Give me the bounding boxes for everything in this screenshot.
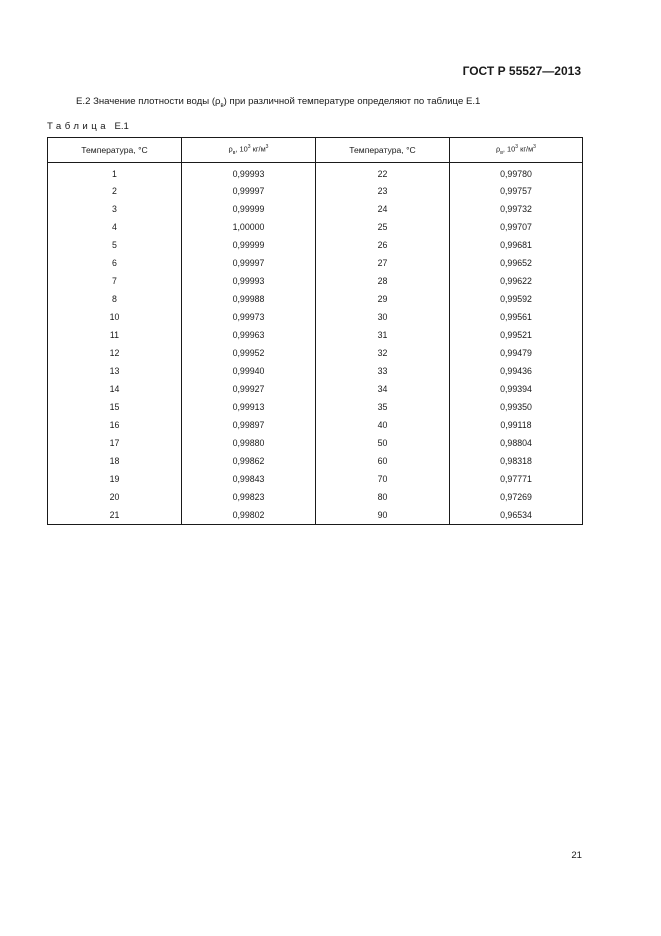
temperature-cell: 26 xyxy=(316,236,450,254)
temperature-cell: 7 xyxy=(48,272,182,290)
density-cell: 0,99350 xyxy=(450,398,583,416)
header-temperature-1: Температура, °С xyxy=(48,138,182,163)
density-cell: 0,99993 xyxy=(182,163,316,183)
temperature-cell: 12 xyxy=(48,344,182,362)
table-row xyxy=(48,506,583,525)
standard-number: ГОСТ Р 55527—2013 xyxy=(462,64,581,78)
intro-paragraph xyxy=(76,96,480,109)
density-cell: 0,98318 xyxy=(450,452,583,470)
temperature-cell: 1 xyxy=(48,163,182,183)
temperature-cell: 17 xyxy=(48,434,182,452)
density-cell: 1,00000 xyxy=(182,218,316,236)
temperature-cell: 27 xyxy=(316,254,450,272)
temperature-cell: 16 xyxy=(48,416,182,434)
density-cell: 0,99963 xyxy=(182,326,316,344)
density-cell: 0,99999 xyxy=(182,200,316,218)
density-cell: 0,99732 xyxy=(450,200,583,218)
density-cell: 0,99913 xyxy=(182,398,316,416)
table-row xyxy=(48,344,583,362)
temperature-cell: 33 xyxy=(316,362,450,380)
density-cell: 0,99973 xyxy=(182,308,316,326)
density-cell: 0,99843 xyxy=(182,470,316,488)
temperature-cell: 6 xyxy=(48,254,182,272)
density-cell: 0,99561 xyxy=(450,308,583,326)
temperature-cell: 32 xyxy=(316,344,450,362)
density-cell: 0,99521 xyxy=(450,326,583,344)
table-caption-label: Таблица xyxy=(47,121,110,132)
table-row xyxy=(48,434,583,452)
temperature-cell: 30 xyxy=(316,308,450,326)
density-cell: 0,99802 xyxy=(182,506,316,525)
density-cell: 0,99681 xyxy=(450,236,583,254)
temperature-cell: 5 xyxy=(48,236,182,254)
table-caption xyxy=(47,121,129,132)
temperature-cell: 35 xyxy=(316,398,450,416)
density-cell: 0,99997 xyxy=(182,254,316,272)
density-cell: 0,96534 xyxy=(450,506,583,525)
temperature-cell: 3 xyxy=(48,200,182,218)
temperature-cell: 70 xyxy=(316,470,450,488)
density-cell: 0,99927 xyxy=(182,380,316,398)
intro-subscript: в xyxy=(220,102,224,109)
density-cell: 0,99823 xyxy=(182,488,316,506)
density-cell: 0,99622 xyxy=(450,272,583,290)
density-cell: 0,99999 xyxy=(182,236,316,254)
temperature-cell: 22 xyxy=(316,163,450,183)
temperature-cell: 2 xyxy=(48,182,182,200)
table-row xyxy=(48,470,583,488)
table-row xyxy=(48,290,583,308)
temperature-cell: 24 xyxy=(316,200,450,218)
density-cell: 0,99780 xyxy=(450,163,583,183)
temperature-cell: 40 xyxy=(316,416,450,434)
density-cell: 0,99479 xyxy=(450,344,583,362)
table-row xyxy=(48,488,583,506)
header-temperature-2: Температура, °С xyxy=(316,138,450,163)
intro-text-before: Е.2 Значение плотности воды (ρ xyxy=(76,96,221,107)
temperature-cell: 50 xyxy=(316,434,450,452)
temperature-cell: 80 xyxy=(316,488,450,506)
table-caption-id: Е.1 xyxy=(114,121,129,132)
temperature-cell: 14 xyxy=(48,380,182,398)
table-row xyxy=(48,272,583,290)
table-row xyxy=(48,163,583,183)
table-row xyxy=(48,380,583,398)
temperature-cell: 34 xyxy=(316,380,450,398)
density-cell: 0,99707 xyxy=(450,218,583,236)
header-density-2: $\rho_в$, $10^3$ $кг/м^3$ xyxy=(450,138,583,163)
density-cell: 0,97269 xyxy=(450,488,583,506)
temperature-cell: 11 xyxy=(48,326,182,344)
table-row xyxy=(48,398,583,416)
header-density-1: $\rho_в$, $10^3$ $кг/м^3$ xyxy=(182,138,316,163)
temperature-cell: 25 xyxy=(316,218,450,236)
temperature-cell: 20 xyxy=(48,488,182,506)
density-cell: 0,99988 xyxy=(182,290,316,308)
temperature-cell: 60 xyxy=(316,452,450,470)
temperature-cell: 15 xyxy=(48,398,182,416)
density-cell: 0,99940 xyxy=(182,362,316,380)
temperature-cell: 8 xyxy=(48,290,182,308)
density-cell: 0,98804 xyxy=(450,434,583,452)
density-cell: 0,99436 xyxy=(450,362,583,380)
table-row xyxy=(48,200,583,218)
temperature-cell: 29 xyxy=(316,290,450,308)
temperature-cell: 4 xyxy=(48,218,182,236)
density-cell: 0,99862 xyxy=(182,452,316,470)
density-cell: 0,99997 xyxy=(182,182,316,200)
table-row xyxy=(48,416,583,434)
temperature-cell: 21 xyxy=(48,506,182,525)
density-cell: 0,99952 xyxy=(182,344,316,362)
density-cell: 0,99652 xyxy=(450,254,583,272)
density-cell: 0,99118 xyxy=(450,416,583,434)
table-row xyxy=(48,362,583,380)
table-row xyxy=(48,236,583,254)
temperature-cell: 18 xyxy=(48,452,182,470)
water-density-table xyxy=(47,137,583,525)
table-row xyxy=(48,218,583,236)
density-cell: 0,99592 xyxy=(450,290,583,308)
temperature-cell: 13 xyxy=(48,362,182,380)
table-header-row xyxy=(48,138,583,163)
temperature-cell: 23 xyxy=(316,182,450,200)
density-cell: 0,99897 xyxy=(182,416,316,434)
temperature-cell: 19 xyxy=(48,470,182,488)
table-row xyxy=(48,326,583,344)
density-cell: 0,99394 xyxy=(450,380,583,398)
intro-text-after: ) при различной температуре определяют по таблице Е.1 xyxy=(223,96,481,107)
table-row xyxy=(48,308,583,326)
temperature-cell: 31 xyxy=(316,326,450,344)
density-cell: 0,97771 xyxy=(450,470,583,488)
temperature-cell: 90 xyxy=(316,506,450,525)
temperature-cell: 28 xyxy=(316,272,450,290)
table-row xyxy=(48,182,583,200)
density-cell: 0,99880 xyxy=(182,434,316,452)
density-cell: 0,99757 xyxy=(450,182,583,200)
temperature-cell: 10 xyxy=(48,308,182,326)
table-row xyxy=(48,452,583,470)
page-number: 21 xyxy=(571,850,582,861)
table-body xyxy=(48,163,583,525)
table-row xyxy=(48,254,583,272)
density-cell: 0,99993 xyxy=(182,272,316,290)
